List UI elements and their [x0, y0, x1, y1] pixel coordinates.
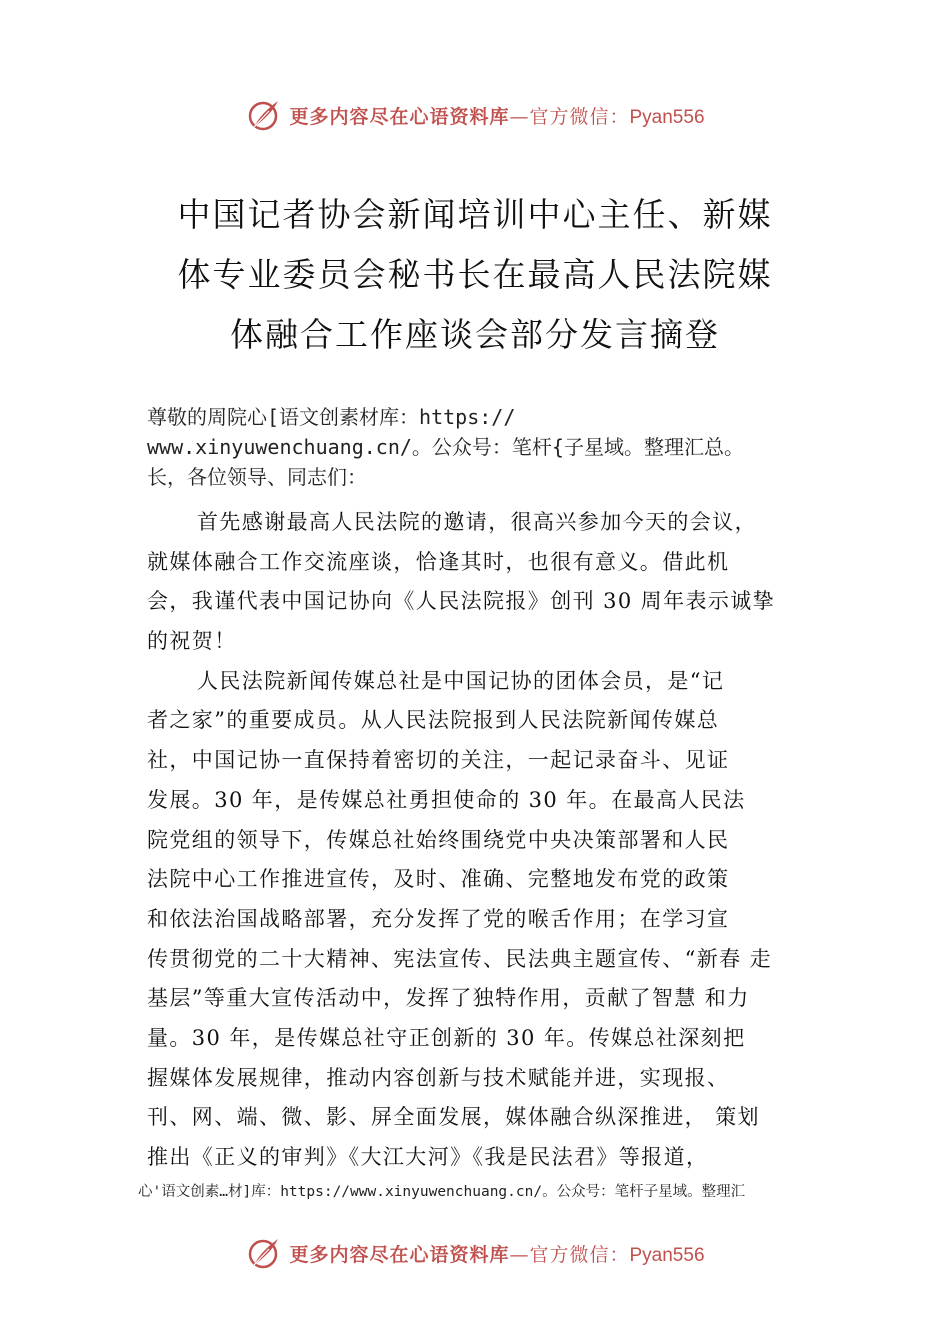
banner-wechat-label: 官方微信： — [529, 105, 630, 128]
top-banner — [0, 95, 950, 135]
body-line: 量。30 年，是传媒总社守正创新的 30 年。传媒总社深刻把 — [147, 1025, 746, 1050]
bottom-banner — [0, 1233, 950, 1273]
body-line: 握媒体发展规律，推动内容创新与技术赋能并进，实现报、 — [147, 1065, 730, 1090]
footnote: 心'语文创素…材]库：https://www.xinyuwenchuang.cn/。公众号：笔杆子星域。整理汇 — [138, 1184, 746, 1200]
body-line: 首先感谢最高人民法院的邀请，很高兴参加今天的会议， — [197, 510, 757, 534]
body-line: 的祝贺！ — [147, 629, 237, 654]
banner-brand: 更多内容尽在心语资料库 — [289, 105, 510, 128]
feather-pen-icon — [245, 97, 281, 133]
salutation-line: www.xinyuwenchuang.cn/。公众号：笔杆{子星域。整理汇总。 — [147, 435, 744, 459]
banner-separator: — — [509, 105, 530, 128]
body-line: 推出《正义的审判》《大江大河》《我是民法君》等报道， — [147, 1145, 709, 1169]
feather-pen-icon — [245, 1235, 281, 1271]
banner-separator: — — [509, 1243, 530, 1266]
salutation — [147, 402, 847, 492]
body-line: 基层”等重大宣传活动中，发挥了独特作用，贡献了智慧 和力 — [147, 986, 750, 1011]
banner-wechat-label: 官方微信： — [529, 1243, 630, 1266]
body-line: 人民法院新闻传媒总社是中国记协的团体会员，是“记 — [197, 668, 725, 693]
body-line: 就媒体融合工作交流座谈，恰逢其时，也很有意义。借此机 — [147, 549, 730, 574]
body-line: 传贯彻党的二十大精神、宪法宣传、民法典主题宣传、“新春 走 — [147, 946, 773, 971]
title-line: 中国记者协会新闻培训中心主任、新媒 — [177, 195, 773, 234]
body-line: 发展。30 年，是传媒总社勇担使命的 30 年。在最高人民法 — [147, 787, 746, 812]
body-line: 院党组的领导下，传媒总社始终围绕党中央决策部署和人民 — [147, 827, 730, 852]
banner-brand: 更多内容尽在心语资料库 — [289, 1243, 510, 1266]
body-line: 和依法治国战略部署，充分发挥了党的喉舌作用；在学习宣 — [147, 906, 730, 931]
body-line: 会，我谨代表中国记协向《人民法院报》创刊 30 周年表示诚挚 — [147, 589, 776, 614]
body-line: 法院中心工作推进宣传，及时、准确、完整地发布党的政策 — [147, 867, 730, 892]
body-line: 刊、网、端、微、影、屏全面发展，媒体融合纵深推进， 策划 — [147, 1105, 760, 1130]
body-text — [147, 503, 812, 1178]
title-line: 体专业委员会秘书长在最高人民法院媒 — [177, 255, 773, 294]
body-line: 社，中国记协一直保持着密切的关注，一起记录奋斗、见证 — [147, 748, 730, 773]
document-title — [0, 185, 950, 365]
banner-wechat-id: Pyan556 — [629, 106, 705, 128]
banner-text — [289, 1240, 704, 1267]
salutation-line: 长，各位领导、同志们： — [147, 465, 367, 489]
title-line: 体融合工作座谈会部分发言摘登 — [230, 315, 720, 354]
banner-wechat-id: Pyan556 — [629, 1244, 705, 1266]
salutation-line: 尊敬的周院心[语文创素材库：https:// — [147, 405, 516, 429]
banner-text — [289, 102, 704, 129]
body-line: 者之家”的重要成员。从人民法院报到人民法院新闻传媒总 — [147, 708, 720, 733]
